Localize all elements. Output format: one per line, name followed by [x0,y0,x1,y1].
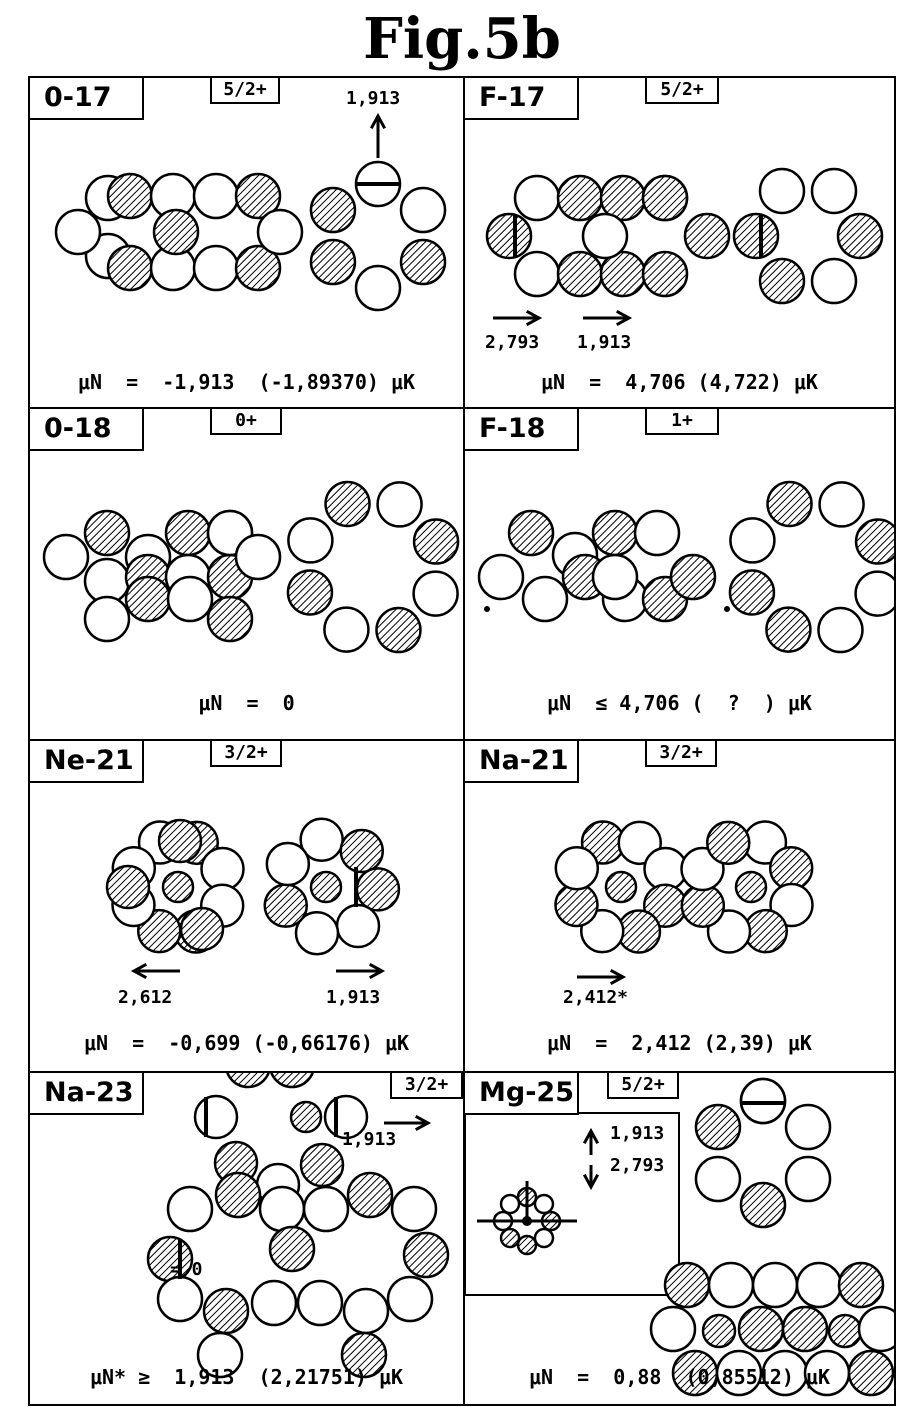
core-ball [703,1315,735,1347]
panel-na23 [30,1073,463,1404]
magnetic-moment: μN = -1,913 (-1,89370) μK [77,370,416,394]
core-ball [291,1102,321,1132]
neutron-ball [388,1277,432,1321]
annotation-value: 2,612 [118,987,173,1008]
proton-ball [768,482,812,526]
proton-ball [839,1263,883,1307]
proton-ball [401,240,445,284]
neutron-ball [401,188,445,232]
proton-ball [154,210,198,254]
neutron-ball [859,1307,894,1351]
proton-ball [518,1236,536,1254]
figure-grid [28,76,896,1406]
neutron-ball [797,1263,841,1307]
proton-ball [734,214,778,258]
neutron-ball [378,482,422,526]
moment-arrow-icon [493,311,539,324]
spin-parity: 3/2+ [210,741,282,767]
panel-label: Ne-21 [30,741,144,783]
proton-ball [108,174,152,218]
core-ball [829,1315,861,1347]
neutron-ball [812,169,856,213]
proton-ball [226,1073,270,1087]
annotation-value: 1,913 [342,1129,397,1150]
neutron-ball [593,555,637,599]
neutron-ball [820,482,864,526]
proton-ball [270,1227,314,1271]
neutron-ball [85,597,129,641]
panel-o17 [30,78,463,407]
neutron-ball [195,1096,237,1138]
neutron-ball [786,1105,830,1149]
magnetic-moment: μN = -0,699 (-0,66176) μK [83,1031,410,1055]
neutron-ball [236,535,280,579]
f17-nucleus-diagram [465,78,894,407]
proton-ball [181,908,223,950]
neutron-ball [414,572,458,616]
neutron-ball [168,577,212,621]
proton-ball [126,577,170,621]
neutron-ball [267,843,309,885]
panel-o18 [30,409,463,739]
neutron-ball [709,1263,753,1307]
proton-ball [856,520,894,564]
proton-ball [376,608,420,652]
magnetic-moment: μN ≤ 4,706 ( ? ) μK [547,691,812,715]
annotation-value: 1,913 [346,88,401,109]
proton-ball [707,822,749,864]
proton-ball [270,1073,314,1087]
proton-ball [357,868,399,910]
panel-label: Mg-25 [465,1073,579,1115]
annotation-value: 2,793 [610,1155,665,1176]
proton-ball [166,511,210,555]
neutron-ball [753,1263,797,1307]
proton-ball [288,570,332,614]
core-ball [311,872,341,902]
moment-arrow-icon [336,964,382,977]
spin-parity: 3/2+ [390,1073,463,1099]
spin-parity: 5/2+ [607,1073,679,1099]
neutron-ball [392,1187,436,1231]
neutron-ball [583,214,627,258]
magnetic-moment: μN = 0,88 (0,85512) μK [528,1365,831,1389]
panel-na21 [465,741,894,1071]
proton-ball [696,1105,740,1149]
spin-parity: 1+ [645,409,719,435]
magnetic-moment: μN = 2,412 (2,39) μK [547,1031,812,1055]
core-ball [606,872,636,902]
neutron-ball [501,1195,519,1213]
proton-ball [509,511,553,555]
na23-nucleus-diagram [30,1073,463,1404]
neutron-ball [818,608,862,652]
neutron-ball [337,905,379,947]
proton-ball [665,1263,709,1307]
annotation-value: 1,913 [326,987,381,1008]
proton-ball [838,214,882,258]
proton-ball [783,1307,827,1351]
neutron-ball [535,1195,553,1213]
moment-arrow-icon [384,1116,428,1129]
moment-arrow-icon [584,1165,597,1187]
spin-parity: 0+ [210,409,282,435]
neutron-ball [812,259,856,303]
neutron-ball [523,577,567,621]
neutron-ball [194,174,238,218]
neutron-ball [856,572,894,616]
neutron-ball [515,176,559,220]
neutron-ball [260,1187,304,1231]
annotation-value: 2,412* [563,987,629,1008]
neutron-ball [479,555,523,599]
dot-marker [724,606,730,612]
neutron-ball [158,1277,202,1321]
proton-ball [311,188,355,232]
neutron-ball [556,847,598,889]
proton-ball [593,511,637,555]
panel-f17 [465,78,894,407]
neutron-ball [298,1281,342,1325]
panel-label: 0-17 [30,78,144,120]
na21-nucleus-diagram [465,741,894,1071]
magnetic-moment: μN = 0 [198,691,295,715]
annotation-value: 1,913 [577,332,632,353]
moment-arrow-icon [583,311,629,324]
annotation-value: 2,793 [485,332,540,353]
neutron-ball [304,1187,348,1231]
panel-label: F-17 [465,78,579,120]
panel-label: Na-23 [30,1073,144,1115]
neutron-ball [344,1289,388,1333]
proton-ball [107,866,149,908]
neutron-ball [696,1157,740,1201]
proton-ball [204,1289,248,1333]
neutron-ball [635,511,679,555]
neutron-ball [786,1157,830,1201]
moment-arrow-icon [584,1131,597,1155]
f18-nucleus-diagram [465,409,894,739]
neutron-ball [168,1187,212,1231]
proton-ball [341,830,383,872]
moment-arrow-icon [577,970,623,983]
proton-ball [159,820,201,862]
proton-ball [265,885,307,927]
dot-marker [484,606,490,612]
proton-ball [208,597,252,641]
annotation-value: 1,913 [610,1123,665,1144]
moment-arrow-icon [134,964,180,977]
neutron-ball [56,210,100,254]
proton-ball [301,1144,343,1186]
neutron-ball [324,608,368,652]
proton-ball [414,520,458,564]
proton-ball [85,511,129,555]
proton-ball [671,555,715,599]
proton-ball [730,570,774,614]
proton-ball [348,1173,392,1217]
neutron-ball [288,518,332,562]
proton-ball [741,1183,785,1227]
figure-title: Fig.5b [363,6,561,72]
proton-ball [501,1229,519,1247]
neutron-ball [535,1229,553,1247]
proton-ball [643,252,687,296]
proton-ball [326,482,370,526]
moment-arrow-icon [371,116,384,158]
annotation-value: = 0 [170,1259,203,1280]
proton-ball [558,176,602,220]
neutron-ball [651,1307,695,1351]
panel-label: F-18 [465,409,579,451]
panel-label: Na-21 [465,741,579,783]
proton-ball [558,252,602,296]
proton-ball [404,1233,448,1277]
proton-ball [108,246,152,290]
neutron-ball [760,169,804,213]
neutron-ball [258,210,302,254]
o18-nucleus-diagram [30,409,463,739]
panel-label: 0-18 [30,409,144,451]
proton-ball [643,176,687,220]
neutron-ball [356,266,400,310]
neutron-ball [44,535,88,579]
core-ball [163,872,193,902]
neutron-ball [515,252,559,296]
spin-parity: 5/2+ [210,78,280,104]
magnetic-moment: μN = 4,706 (4,722) μK [541,370,818,394]
proton-ball [487,214,531,258]
proton-ball [216,1173,260,1217]
panel-mg25 [465,1073,894,1404]
spin-parity: 3/2+ [645,741,717,767]
neutron-ball [194,246,238,290]
panel-ne21 [30,741,463,1071]
proton-ball [311,240,355,284]
proton-ball [739,1307,783,1351]
proton-ball [685,214,729,258]
proton-ball [766,608,810,652]
core-ball [736,872,766,902]
neutron-ball [252,1281,296,1325]
ne21-nucleus-diagram [30,741,463,1071]
o17-nucleus-diagram [30,78,463,407]
proton-ball [760,259,804,303]
neutron-ball [730,518,774,562]
magnetic-moment: μN* ≥ 1,913 (2,21751) μK [89,1365,404,1389]
spin-parity: 5/2+ [645,78,719,104]
mg25-nucleus-diagram [465,1073,894,1404]
panel-f18 [465,409,894,739]
